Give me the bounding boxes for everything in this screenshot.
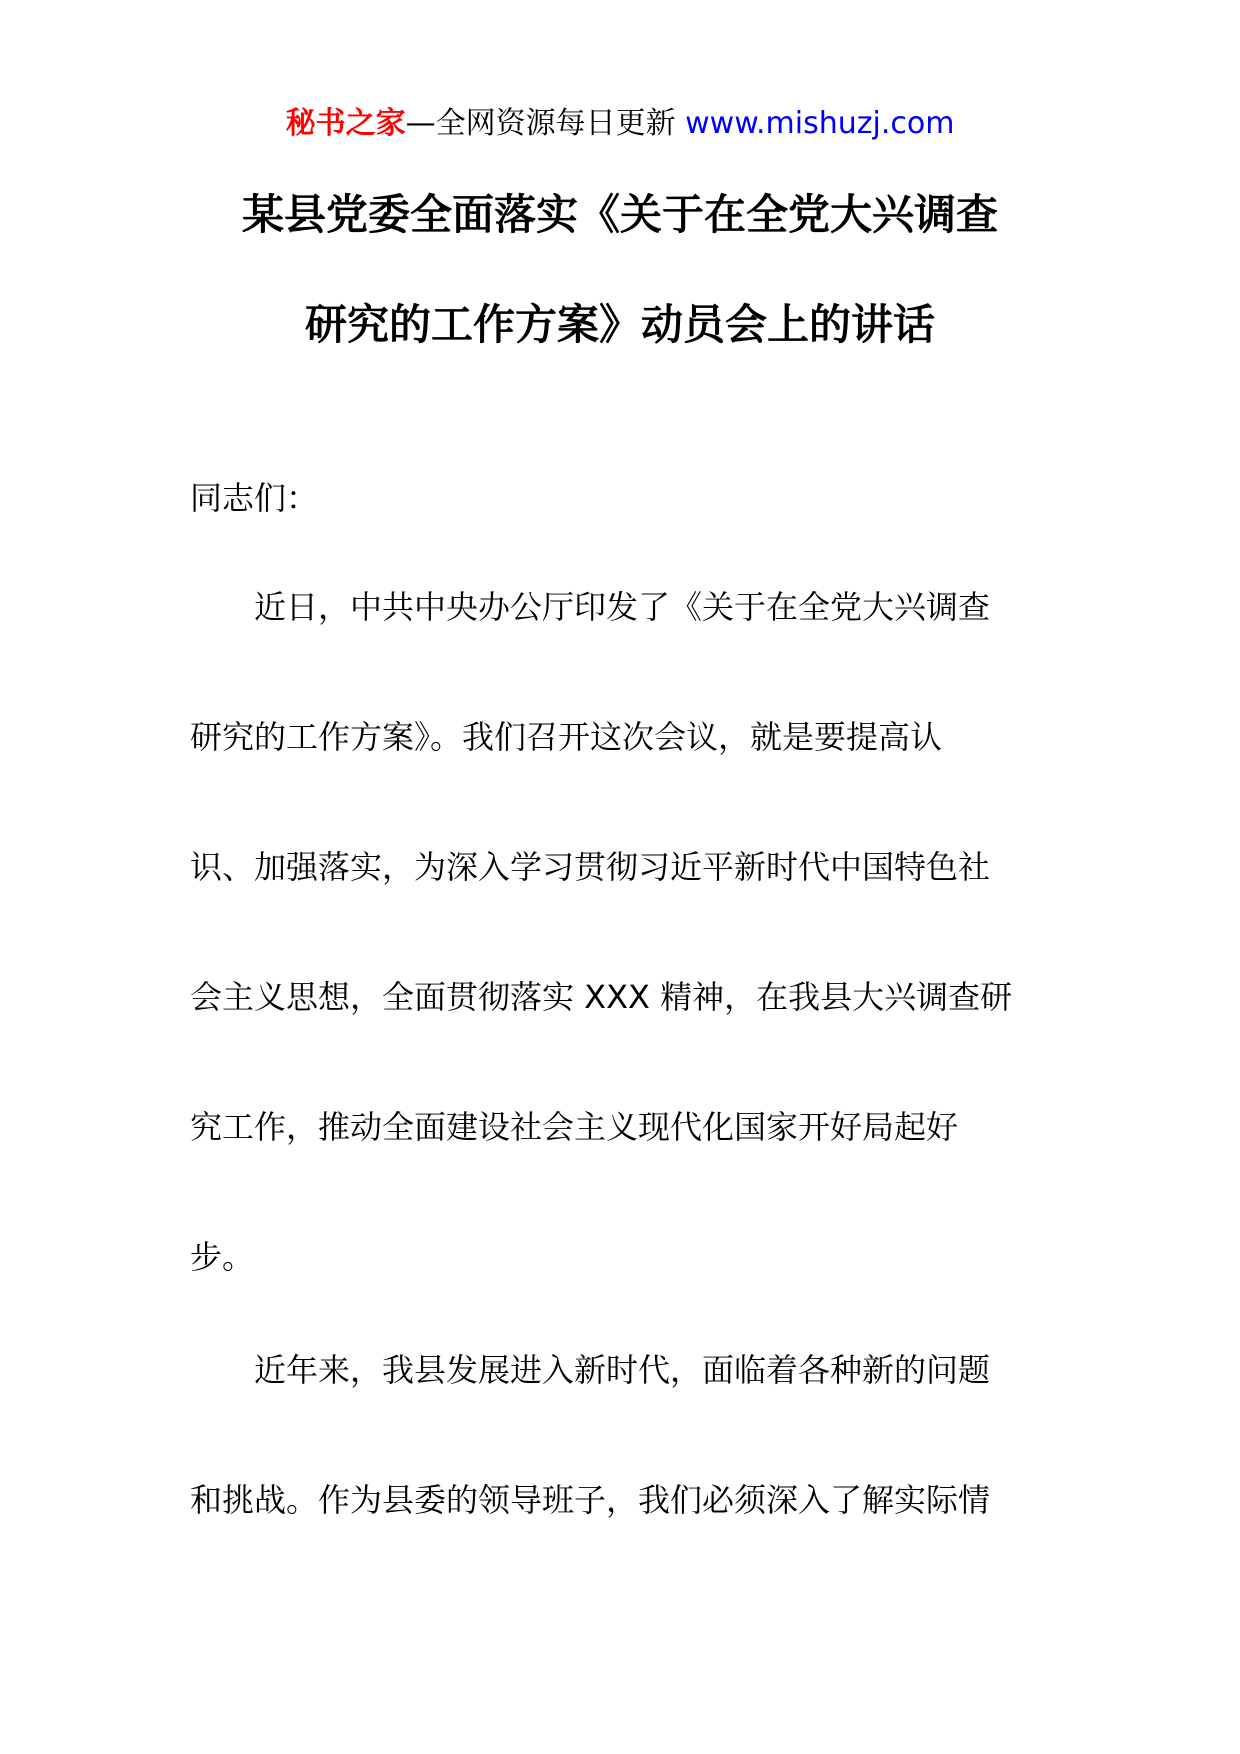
title-line: 某县党委全面落实《关于在全党大兴调查 [241,190,998,239]
paragraph-line: 近年来，我县发展进入新时代，面临着各种新的问题 [190,1351,991,1389]
paragraph-line: 会主义思想，全面贯彻落实 XXX 精神，在我县大兴调查研 [190,978,1013,1016]
brand-name: 秘书之家 [285,106,406,141]
header-slogan: —全网资源每日更新 [405,106,676,141]
paragraph-line: 研究的工作方案》。我们召开这次会议，就是要提高认 [190,718,943,756]
paragraph-line: 识、加强落实，为深入学习贯彻习近平新时代中国特色社 [190,848,991,886]
title-line: 研究的工作方案》动员会上的讲话 [304,300,935,349]
site-url-link[interactable]: www.mishuzj.com [685,106,955,141]
site-header [0,102,1240,146]
paragraph-line: 近日，中共中央办公厅印发了《关于在全党大兴调查 [190,588,991,626]
paragraph-line: 究工作，推动全面建设社会主义现代化国家开好局起好 [190,1108,959,1146]
paragraph [190,542,1070,1322]
salutation: 同志们： [190,479,319,517]
paragraph [190,1305,1070,1565]
document-title [150,160,1090,380]
paragraph-line: 和挑战。作为县委的领导班子，我们必须深入了解实际情 [190,1481,991,1519]
paragraph-line: 步。 [190,1238,255,1276]
